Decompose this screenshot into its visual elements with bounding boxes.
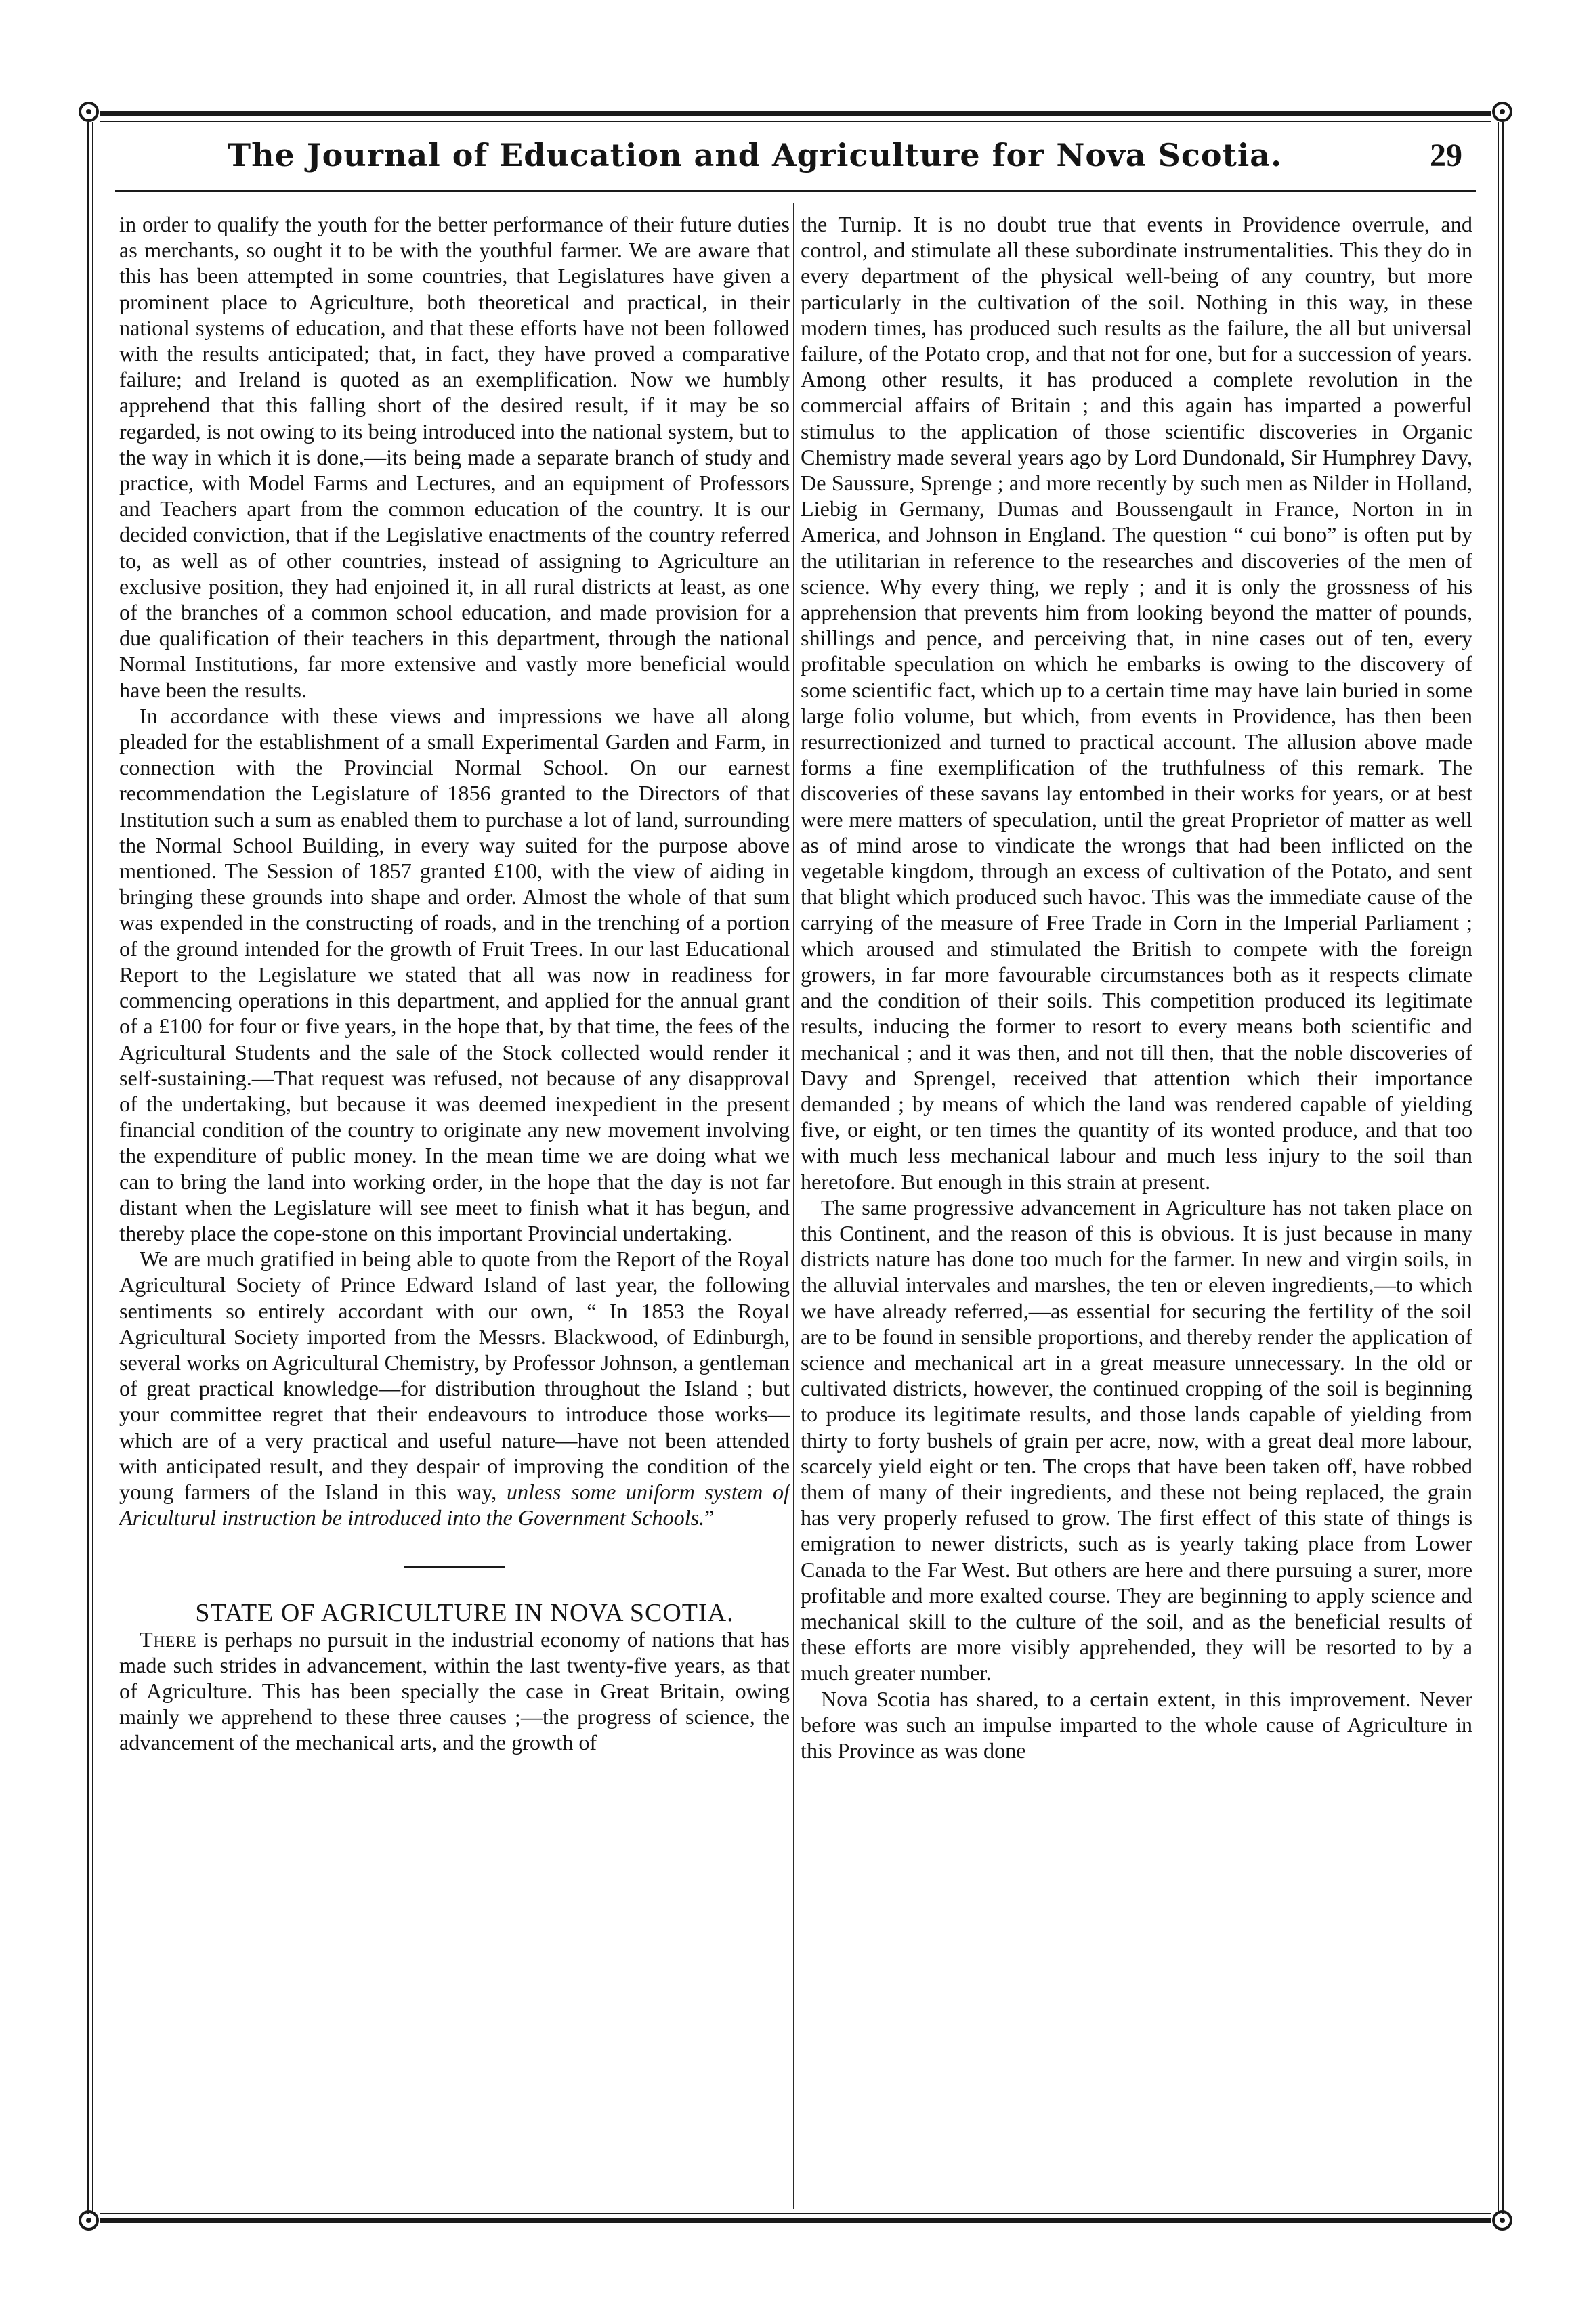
closing-quote: ” <box>704 1505 715 1530</box>
paragraph: in order to qualify the youth for the better performance of their future duties as merchants, so ought it to be with the youthful farmer. We are aware that this has been attempted in some countries, that Legislatures have given a prominent place to Agriculture, both theoretical and practical, in their national systems of education, and that these efforts have not been followed with the results anticipated; that, in fact, they have proved a comparative failure; and Ireland is quoted as an exemplification. Now we humbly apprehend that this falling short of the desired result, if it may be so regarded, is not owing to its being introduced into the national system, but to the way in which it is done,—its being made a separate branch of study and practice, with Model Farms and Lectures, and an equipment of Professors and Teachers apart from the common education of the country. It is our decided conviction, that if the Legislative enactments of the country referred to, as well as of other countries, instead of assigning to Agriculture an exclusive position, they had enjoined it, in all rural districts at least, as one of the branches of a common school education, and made provision for a due qualification of their teachers in this department, through the national Normal Institutions, far more extensive and vastly more beneficial would have been the results. <box>119 212 790 702</box>
right-column <box>801 211 1472 2209</box>
column-divider <box>793 203 794 2209</box>
lead-word: There <box>140 1627 197 1652</box>
paragraph: the Turnip. It is no doubt true that events in Providence overrule, and control, and stimulate all these subordinate instrumentalities. This they do in every department of the physical well-being of any country, but more particularly in the cultivation of the soil. Nothing in this way, in these modern times, has produced such results as the failure, the all but universal failure, of the Potato crop, and that not for one, but for a succession of years. Among other results, it has produced a complete revolution in the commercial affairs of Britain ; and this again has imparted a powerful stimulus to the application of those scientific discoveries in Organic Chemistry made several years ago by Lord Dundonald, Sir Humphrey Davy, De Saussure, Sprenge ; and more recently by such men as Nilder in Holland, Liebig in Germany, Dumas and Boussengault in France, Norton in in America, and Johnson in England. The question “ cui bono” is often put by the utilitarian in reference to the researches and discoveries of the men of science. Why every thing, we reply ; and it is only the grossness of his apprehension that prevents him from looking beyond the matter of pounds, shillings and pence, and perceiving that, in nine cases out of ten, every profitable speculation on which he embarks is owing to the discovery of some scientific fact, which up to a certain time may have lain buried in some large folio volume, but which, from events in Providence, has then been resurrectionized and turned to practical account. The allusion above made forms a fine exemplification of the truthfulness of this remark. The discoveries of these savans lay entombed in their works for years, or at best were mere matters of speculation, until the great Proprietor of matter as well as of mind arose to vindicate the wrongs that had been inflicted on the vegetable kingdom, through an excess of cultivation of the Potato, and sent that blight which produced such havoc. This was the immediate cause of the carrying of the measure of Free Trade in Corn in the Imperial Parliament ; which aroused and stimulated the British to compete with the foreign growers, in far more favourable circumstances both as it respects climate and the condition of their soils. This competition produced its legitimate results, inducing the former to resort to every means both scientific and mechanical ; and it was then, and not till then, that the noble discoveries of Davy and Sprengel, received that attention which their importance demanded ; by means of which the land was rendered capable of yielding five, or eight, or ten times the quantity of its wonted produce, and that too with much less mechanical labour and much less injury to the soil than heretofore. But enough in this strain at present. <box>801 212 1472 1194</box>
section-title: STATE OF AGRICULTURE IN NOVA SCOTIA. <box>195 1599 734 1628</box>
section-divider <box>404 1566 505 1568</box>
frame-bottom-rule <box>100 2218 1491 2223</box>
frame-top-thin-rule <box>100 121 1491 122</box>
corner-rosette-icon <box>1492 2210 1512 2231</box>
left-column <box>119 211 790 2209</box>
paragraph-text: We are much gratified in being able to quote from the Report of the Royal Agricultural Society of Prince Edward Island of last year, the following sentiments so entirely accordant with our own, “ In 1853 the Royal Agricultural Society imported from the Messrs. Blackwood, of Edinburgh, several works on Agricultural Chemistry, by Professor Johnson, a gentleman of great practical knowledge—for distribution throughout the Island ; but your committee regret that their endeavours to introduce those works—which are of a very practical and useful nature—have not been attended with anticipated result, and they despair of improving the condition of the young farmers of the Island in this way, <box>119 1247 790 1504</box>
frame-right-inner-rule <box>1498 122 1499 2214</box>
page-number: 29 <box>1430 137 1462 173</box>
paragraph <box>119 1627 790 1756</box>
paragraph: In accordance with these views and impressions we have all along pleaded for the establishment of a small Experimental Garden and Farm, in connection with the Provincial Normal School. On our earnest recommendation the Legislature of 1856 granted to the Directors of that Institution such a sum as enabled them to purchase a lot of land, surrounding the Normal School Building, in every way suited for the purpose above mentioned. The Session of 1857 granted £100, with the view of aiding in bringing these grounds into shape and order. Almost the whole of that sum was expended in the constructing of roads, and in the trenching of a portion of the ground intended for the growth of Fruit Trees. In our last Educational Report to the Legislature we stated that all was now in readiness for commencing operations in this department, and applied for the annual grant of a £100 for four or five years, in the hope that, by that time, the fees of the Agricultural Students and the sale of the Stock collected would render it self-sustaining.—That request was refused, not because of any disapproval of the undertaking, but because it was deemed inexpedient in the present financial condition of the country to originate any new movement involving the expenditure of public money. In the mean time we are doing what we can to bring the land into working order, in the hope that the day is not far distant when the Legislature will see meet to finish what it has begun, and thereby place the cope-stone on this important Provincial undertaking. <box>119 703 790 1245</box>
frame-left-rule <box>87 122 89 2214</box>
italic-quote: unless some uniform system of Ariculturul instruction be introduced into the Government Schools. <box>119 1479 790 1530</box>
paragraph-text: is perhaps no pursuit in the industrial economy of nations that has made such strides in advancement, within the last twenty-five years, as that of Agriculture. This has been specially the case in Great Britain, owing mainly we apprehend to these three causes ;—the progress of science, the advancement of the mechanical arts, and the growth of <box>119 1627 790 1755</box>
frame-left-inner-rule <box>92 122 93 2214</box>
header-rule <box>115 190 1476 192</box>
journal-title: The Journal of Education and Agriculture for Nova Scotia. <box>227 137 1283 173</box>
paragraph: Nova Scotia has shared, to a certain extent, in this improvement. Never before was such an impulse imparted to the whole cause of Agriculture in this Province as was done <box>801 1686 1472 1763</box>
running-head <box>115 134 1476 188</box>
corner-rosette-icon <box>1492 102 1512 122</box>
corner-rosette-icon <box>79 2210 99 2231</box>
frame-right-rule <box>1502 122 1504 2214</box>
paragraph: The same progressive advancement in Agriculture has not taken place on this Continent, and the reason of this is obvious. It is just because in many districts nature has done too much for the farmer. In new and virgin soils, in the alluvial intervales and marshes, the ten or eleven ingredients,—to which we have already referred,—as essential for securing the fertility of the soil are to be found in sensible proportions, and thereby render the application of science and mechanical art in a great measure unnecessary. In the old or cultivated districts, however, the continued cropping of the soil is beginning to produce its legitimate results, and those lands capable of yielding from thirty to forty bushels of grain per acre, now, with a great deal more labour, scarcely yield eight or ten. The crops that have been taken off, have robbed them of many of their ingredients, and these not being replaced, the grain has very properly refused to grow. The first effect of this state of things is emigration to newer districts, such as is yearly taking place from Lower Canada to the Far West. But others are here and there pursuing a surer, more profitable and more exalted course. They are beginning to apply science and mechanical skill to the culture of the soil, and as the beneficial results of these efforts are more visibly apprehended, they will be resorted to by a much greater number. <box>801 1195 1472 1685</box>
corner-rosette-icon <box>79 102 99 122</box>
paragraph <box>119 1246 790 1530</box>
frame-bottom-thin-rule <box>100 2213 1491 2214</box>
frame-top-rule <box>100 111 1491 116</box>
